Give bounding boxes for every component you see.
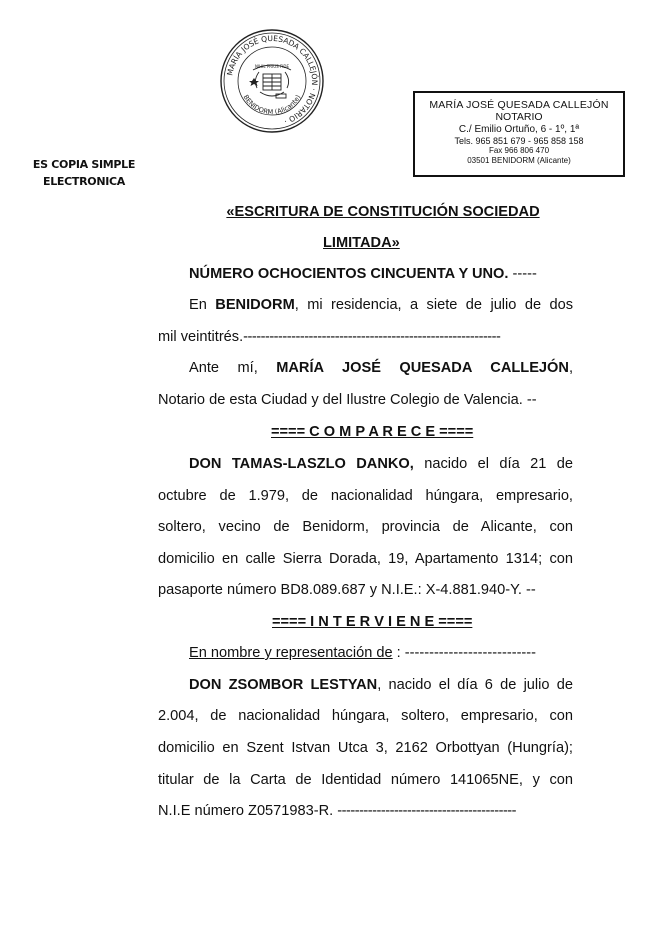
comparece-text: ==== C O M P A R E C E ==== (271, 424, 474, 440)
notary-seal (219, 28, 325, 134)
comparece-line5: pasaporte número BD8.089.687 y N.I.E.: X-4.881.940-Y. -- (158, 582, 536, 598)
place-date-line2 (158, 327, 573, 347)
comparece-name: DON TAMAS-LASZLO DANKO, (189, 456, 414, 472)
comparece-line3: soltero, vecino de Benidorm, provincia de Alicante, con (158, 519, 573, 535)
represented-l1-rest: , nacido el día 6 de julio de (377, 677, 573, 693)
stamp-address: C./ Emilio Ortuño, 6 - 1º, 1ª (458, 123, 580, 135)
notary-line2: Notario de esta Ciudad y del Ilustre Colegio de Valencia. -- (158, 392, 537, 408)
notary-line1 (189, 358, 573, 378)
p1-city: BENIDORM (215, 297, 295, 313)
represented-l5-dash: ----------------------------------------- (337, 803, 517, 819)
comparece-heading (271, 422, 501, 442)
doc-title-line1 (158, 202, 608, 222)
svg-text:NIHIL PRIUS FIDE: NIHIL PRIUS FIDE (254, 64, 290, 69)
comparece-line1 (189, 454, 573, 474)
seal-bottom-text: BENIDORM (Alicante) (241, 93, 303, 117)
represented-line1 (189, 675, 573, 695)
seal-emblem (249, 64, 291, 98)
p1-l2-dash: ----------------------------------------------------------- (243, 329, 501, 345)
represented-l5: N.I.E número Z0571983-R. (158, 803, 338, 819)
deed-number-text: NÚMERO OCHOCIENTOS CINCUENTA Y UNO. (189, 266, 509, 282)
interviene-text: ==== I N T E R V I E N E ==== (272, 614, 473, 630)
represented-line5 (158, 801, 573, 821)
p2-notary-name: MARÍA JOSÉ QUESADA CALLEJÓN (276, 360, 569, 376)
interviene-heading (272, 612, 502, 632)
deed-number-dash: ----- (508, 266, 537, 282)
representation-rest: : --------------------------- (392, 645, 537, 661)
p1-l2: mil veintitrés. (158, 329, 244, 345)
p1-en: En (189, 297, 216, 313)
doc-title-text1: «ESCRITURA DE CONSTITUCIÓN SOCIEDAD (226, 204, 540, 220)
deed-number (189, 264, 573, 284)
representation-line (189, 643, 573, 663)
copy-notice (22, 156, 146, 190)
copy-notice-line1: ES COPIA SIMPLE (32, 158, 136, 171)
represented-line4: titular de la Carta de Identidad número 141065NE, y con (158, 772, 573, 788)
stamp-fax: Fax 966 806 470 (488, 146, 550, 156)
comparece-l1-rest: nacido el día 21 de (413, 456, 573, 472)
p1-rest: , mi residencia, a siete de julio de dos (294, 297, 574, 313)
represented-line2: 2.004, de nacionalidad húngara, soltero, empresario, con (158, 708, 573, 724)
seal-ring-text: MARÍA JOSÉ QUESADA CALLEJÓN · NOTARIO · (225, 33, 320, 126)
doc-title-text2: LIMITADA» (323, 235, 400, 251)
doc-title-line2 (323, 233, 473, 253)
p2-ante: Ante mí, (189, 360, 277, 376)
notary-stamp-box (413, 91, 625, 177)
comparece-line2: octubre de 1.979, de nacionalidad húngara, empresario, (158, 488, 573, 504)
represented-line3: domicilio en Szent Istvan Utca 3, 2162 Orbottyan (Hungría); (158, 740, 573, 756)
place-date-line1 (189, 295, 573, 315)
stamp-title: NOTARIO (495, 111, 543, 124)
copy-notice-line2: ELECTRONICA (42, 175, 126, 189)
stamp-city: 03501 BENIDORM (Alicante) (467, 155, 571, 165)
stamp-name: MARÍA JOSÉ QUESADA CALLEJÓN (429, 99, 609, 111)
comparece-line4: domicilio en calle Sierra Dorada, 19, Apartamento 1314; con (158, 551, 573, 567)
representation-label: En nombre y representación de (189, 645, 393, 661)
represented-name: DON ZSOMBOR LESTYAN (189, 677, 378, 693)
stamp-phones: Tels. 965 851 679 - 965 858 158 (454, 135, 584, 146)
p2-comma: , (568, 360, 574, 376)
